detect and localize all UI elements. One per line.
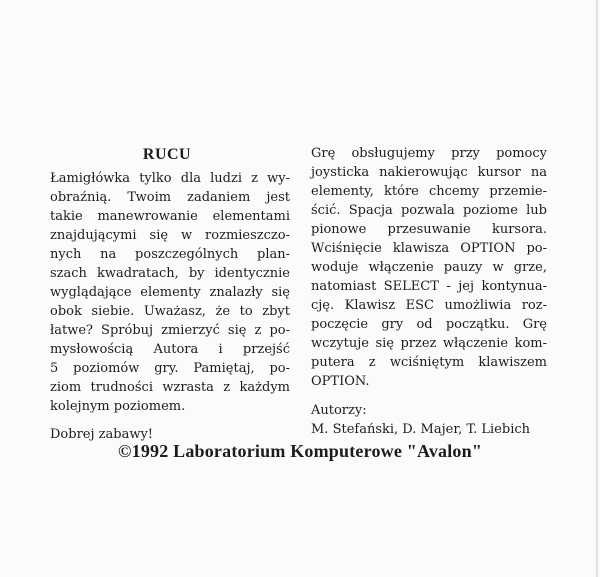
right-column [311,144,547,439]
text-line: takie manewrowanie elementami [50,209,290,224]
text-line: Wciśnięcie klawisza OPTION po- [311,241,547,256]
text-line: Łamigłówka tylko dla ludzi z wy- [50,171,290,186]
text-line: wyglądające elementy znalazły się [50,285,290,300]
text-line: poczęcie gry od początku. Grę [311,317,547,332]
text-line: znajdującymi się w rozmieszczo- [50,228,290,243]
text-line: OPTION. [311,374,370,389]
text-line: łatwe? Spróbuj zmierzyć się z po- [50,323,290,338]
text-line: ziom trudności wzrasta z każdym [50,380,290,395]
left-column [50,169,290,444]
text-line: kolejnym poziomem. [50,399,186,414]
authors-label: Autorzy: [311,403,367,418]
text-line: natomiast SELECT - jej kontynua- [311,279,547,294]
text-line: 5 poziomów gry. Pamiętaj, po- [50,361,290,376]
text-line: elementy, które chcemy przemie- [311,184,547,199]
text-line: nych na poszczególnych plan- [50,247,290,262]
text-line: cję. Klawisz ESC umożliwia roz- [311,298,547,313]
text-line: woduje włączenie pauzy w grze, [311,260,547,275]
text-line: obraźnią. Twoim zadaniem jest [50,190,290,205]
text-line: szach kwadratach, by identycznie [50,266,290,281]
copyright-footer: ©1992 Laboratorium Komputerowe "Avalon" [117,441,483,461]
text-line: putera z wciśniętym klawiszem [311,355,547,370]
text-line: joysticka nakierowując kursor na [311,165,547,180]
text-line: wczytuje się przez włączenie kom- [311,336,547,351]
text-line: obok siebie. Uważasz, że to zbyt [50,304,290,319]
page-title: RUCU [142,146,192,163]
description-paragraph [50,169,290,416]
text-line: Grę obsługujemy przy pomocy [311,146,547,161]
authors-names: M. Stefański, D. Majer, T. Liebich [311,422,531,437]
controls-paragraph [311,144,547,391]
text-line: pionowe przesuwanie kursora. [311,222,547,237]
closing-text: Dobrej zabawy! [50,427,154,442]
text-line: mysłowością Autora i przejść [50,342,290,357]
text-line: ścić. Spacja pozwala poziome lub [311,203,547,218]
page-fold-shadow [596,0,598,577]
